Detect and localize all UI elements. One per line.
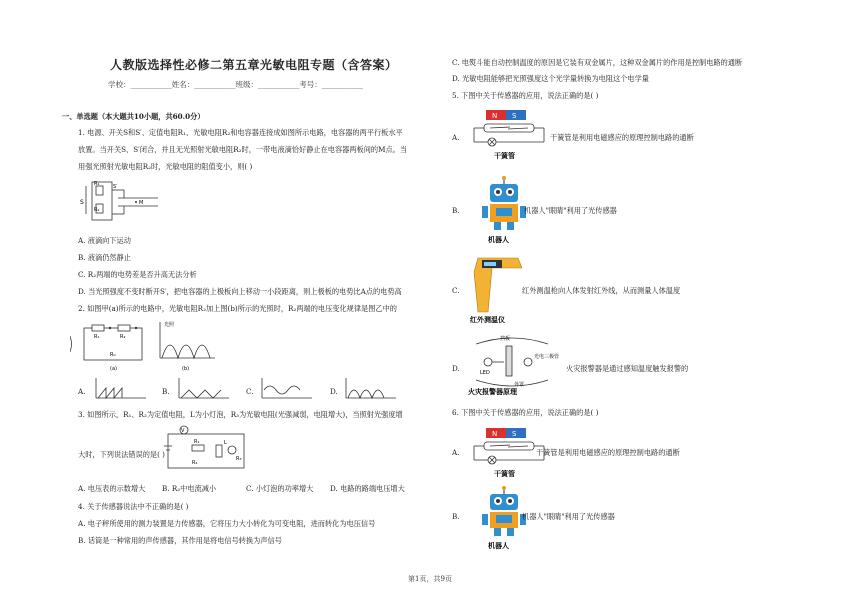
svg-text:R₂: R₂: [192, 460, 198, 466]
section-heading: 一、单选题（本大题共10小题，共60.0分）: [62, 112, 205, 121]
q2-label-r0: R₀: [110, 352, 116, 358]
q2-option-a-label: A.: [78, 387, 86, 396]
q5-option-a-label: A.: [452, 133, 460, 142]
q3-line-1: 3. 如图所示，R₁、R₂为定值电阻，L为小灯泡，R₃为光敏电阻(光强减弱，电阻增大)，当照射光强度增: [78, 410, 403, 419]
q5-b-caption: 机器人: [488, 236, 509, 244]
q4-option-a: A. 电子秤所使用的测力装置是力传感器，它将压力大小转化为可变电阻，进而转化为电压信号: [78, 519, 376, 528]
q3-circuit-figure: [162, 424, 252, 474]
q5-option-b-label: B.: [452, 206, 460, 215]
q4-option-c: C. 电熨斗能自动控制温度的原因是它装有双金属片，这种双金属片的作用是控制电路的通断: [452, 58, 743, 67]
q2-label-a: (a): [110, 366, 117, 372]
q3-option-c: C. 小灯泡的功率增大: [246, 484, 314, 493]
q5-option-d-label: D.: [452, 364, 460, 373]
svg-text:L: L: [224, 440, 227, 446]
q5-thermometer-figure: [466, 252, 530, 324]
q4-line-1: 4. 关于传感器说法中不正确的是( ): [78, 502, 189, 511]
q5-option-a-text: 干簧管是利用电磁感应的原理控制电路的通断: [550, 133, 694, 142]
alarm-label-cover: 外罩: [514, 382, 525, 388]
alarm-label-baffle: 挡板: [500, 336, 511, 342]
alarm-label-phototransistor: 光电三极管: [534, 354, 560, 360]
svg-text:S: S: [80, 199, 84, 206]
q6-magnet-s-label: S: [512, 430, 517, 438]
svg-text:R₃: R₃: [236, 456, 242, 462]
q5-a-caption: 干簧管: [494, 152, 515, 160]
q1-line-1: 1. 电源、开关S和S′、定值电阻R₁、光敏电阻R₂和电容器连接成如图所示电路，电容器的两平行板水平: [78, 128, 403, 137]
q6-b-caption: 机器人: [488, 542, 509, 550]
q3-option-a: A. 电压表的示数增大: [78, 484, 146, 493]
q2-option-d-label: D.: [330, 387, 338, 396]
q2-label-b: (b): [182, 366, 190, 372]
q1-option-c: C. R₂两端的电势差是否升高无法分析: [78, 270, 197, 279]
q2-label-r2: R₂: [120, 334, 126, 340]
q5-option-c-label: C.: [452, 286, 460, 295]
q5-c-caption: 红外测温仪: [470, 316, 505, 324]
document-title: 人教版选择性必修二第五章光敏电阻专题（含答案）: [110, 58, 398, 72]
q1-line-2: 放置。当开关S、S′闭合，并且无光照射光敏电阻R₂时，一带电液滴恰好静止在电容器两板间的M点。当: [78, 145, 408, 154]
q6-option-b-label: B.: [452, 512, 460, 521]
q5-option-d-text: 火灾报警器是通过感知温度触发报警的: [566, 364, 689, 373]
q2-figure-a-b: [70, 318, 220, 374]
svg-text:R₂: R₂: [94, 207, 100, 213]
svg-text:M: M: [139, 200, 144, 206]
q6-option-a-label: A.: [452, 448, 460, 457]
q2-option-d-graph: [342, 376, 398, 404]
q5-reed-switch-figure: [470, 106, 548, 164]
q4-option-b: B. 话筒是一种常用的声传感器，其作用是将电信号转换为声信号: [78, 536, 282, 545]
q2-option-c-label: C.: [246, 387, 254, 396]
q1-option-d: D. 当光照强度不变时断开S′，把电容器的上极板向上移动一小段距离，则上极板的电势比A点的电势高: [78, 287, 402, 296]
page-footer: 第1页，共9页: [408, 575, 452, 583]
q6-a-caption: 干簧管: [494, 470, 515, 478]
q2-label-light: 光照: [164, 322, 175, 328]
q6-option-b-text: 机器人"眼睛"利用了光传感器: [522, 512, 615, 521]
q5-line-1: 5. 下图中关于传感器的应用，说法正确的是( ): [452, 91, 599, 100]
q5-option-b-text: 机器人"眼睛"利用了光传感器: [524, 206, 617, 215]
svg-text:R₁: R₁: [94, 181, 100, 187]
q5-fire-alarm-figure: [462, 330, 566, 396]
q3-option-d: D. 电路的路端电压增大: [330, 484, 405, 493]
q2-option-b-label: B.: [162, 387, 170, 396]
svg-text:R₁: R₁: [194, 439, 200, 445]
q1-line-3: 用强光照射光敏电阻R₂时，光敏电阻的阻值变小，则( ): [78, 162, 253, 171]
q2-line-1: 2. 如图甲(a)所示的电路中，光敏电阻R₂加上图(b)所示的光照时，R₂两端的电压变化规律是图乙中的: [78, 304, 397, 313]
q2-option-c-graph: [258, 376, 314, 404]
q1-option-a: A. 液滴向下运动: [78, 236, 131, 245]
q5-d-caption: 火灾报警器原理: [468, 388, 517, 396]
q2-option-b-graph: [175, 376, 231, 404]
q6-option-a-text: 干簧管是利用电磁感应的原理控制电路的通断: [536, 448, 680, 457]
q5-option-c-text: 红外测温枪向人体发射红外线，从而测量人体温度: [522, 286, 681, 295]
q1-circuit-figure: [78, 176, 170, 228]
magnet-n-label: N: [492, 112, 498, 120]
magnet-s-label: S: [512, 112, 517, 120]
q2-option-a-graph: [92, 376, 148, 404]
svg-text:V: V: [181, 428, 185, 434]
student-info-line: 学校：___________姓名：___________班级：___________考号：___________: [108, 80, 363, 89]
q3-line-2: 大时，下列说法错误的是( ): [78, 450, 165, 459]
alarm-label-led: LED: [480, 370, 490, 376]
q1-option-b: B. 液滴仍然静止: [78, 253, 131, 262]
svg-text:S′: S′: [113, 184, 118, 190]
q3-option-b: B. R₂中电流减小: [162, 484, 217, 493]
q4-option-d: D. 光敏电阻能够把光照强度这个光学量转换为电阻这个电学量: [452, 74, 649, 83]
q2-label-r1: R₁: [94, 334, 100, 340]
q6-magnet-n-label: N: [492, 430, 498, 438]
q6-line-1: 6. 下图中关于传感器的应用，说法正确的是( ): [452, 408, 599, 417]
